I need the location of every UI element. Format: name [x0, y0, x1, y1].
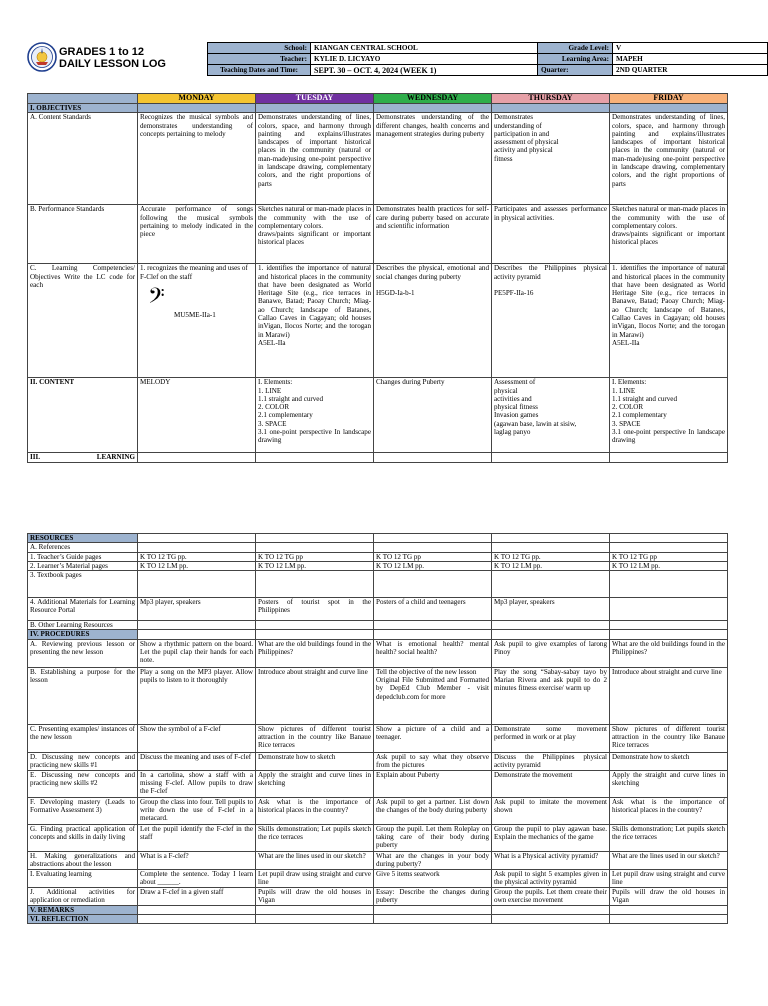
cell-friday: Sketches natural or man-made places in the community with the use of complementary colors. draws/paints significant or important historical places — [610, 205, 728, 264]
cell-monday: Group the class into four. Tell pupils to write down the use of F-clef in a metacard. — [138, 797, 256, 824]
cell-monday: MELODY — [138, 378, 256, 453]
area-value: MAPEH — [613, 54, 768, 65]
dates-value: SEPT. 30 – OCT. 4, 2024 (WEEK 1) — [311, 65, 538, 76]
cell-thursday: K TO 12 TG pp. — [492, 552, 610, 561]
cell-wednesday: Demonstrates health practices for self-care during puberty based on accurate and scientific information — [374, 205, 492, 264]
cell-tuesday: Demonstrate how to sketch — [256, 752, 374, 770]
cell-wednesday: Group the pupil. Let them Roleplay on taking care of their body during puberty — [374, 824, 492, 851]
teachers-guide-row — [28, 552, 728, 561]
cell-monday: Accurate performance of songs following the musical symbols pertaining to melody indicated in the piece — [138, 205, 256, 264]
cell-tuesday: Skills demonstration; Let pupils sketch the rice terraces — [256, 824, 374, 851]
day-thursday: THURSDAY — [492, 94, 610, 104]
row-label: I. Evaluating learning — [28, 869, 138, 887]
row-label: 1. Teacher’s Guide pages — [28, 552, 138, 561]
cell-monday: Draw a F-clef in a given staff — [138, 887, 256, 905]
teacher-label: Teacher: — [208, 54, 311, 65]
cell-monday: Show a rhythmic pattern on the board. Let the pupil clap their hands for each note. — [138, 639, 256, 667]
cell-friday: 1. identifies the importance of natural and historical places in the community that have been designated as World Heritage Site (e.g., rice terraces in Banawe, Batad; Paoay Church; Miag-ao Church; landscape of Batanes, Callao Caves in Cagayan; old houses inVigan, Ilocos Norte; and the torogan in Marawi) A5EL-IIa — [610, 264, 728, 378]
row-label: A. Content Standards — [28, 113, 138, 205]
row-label: A. References — [28, 543, 138, 552]
cell-tuesday: K TO 12 LM pp. — [256, 561, 374, 570]
cell-wednesday: Posters of a child and teenagers — [374, 598, 492, 621]
cell-monday: In a cartolina, show a staff with a missing F-clef. Allow pupils to draw the F-clef — [138, 770, 256, 797]
cell-wednesday: Explain about Puberty — [374, 770, 492, 797]
content-row — [28, 378, 728, 453]
content-standards-row — [28, 113, 728, 205]
cell-friday: Demonstrates understanding of lines, colors, space, and harmony through painting and explains/illustrates landscapes of important historical places in the community (natural or man-made)using one-point perspective in landscape drawing, complementary colors, and the right proportions of parts — [610, 113, 728, 205]
section-reflection: VI. REFLECTION — [28, 915, 138, 924]
row-label: 2. Learner’s Material pages — [28, 561, 138, 570]
row-label: E. Discussing new concepts and practicing new skills #2 — [28, 770, 138, 797]
section-remarks-row — [28, 905, 728, 914]
section-remarks: V. REMARKS — [28, 905, 138, 914]
procedure-row-d — [28, 752, 728, 770]
cell-thursday: Participates and assesses performance in physical activities. — [492, 205, 610, 264]
cell-monday: K TO 12 LM pp. — [138, 561, 256, 570]
cell-thursday: Ask pupil to imitate the movement shown — [492, 797, 610, 824]
section-resources-row — [28, 534, 728, 543]
cell-tuesday: Ask what is the importance of historical places in the country? — [256, 797, 374, 824]
deped-seal-icon — [27, 42, 57, 72]
cell-friday: Let pupil draw using straight and curve line — [610, 869, 728, 887]
form-title — [59, 46, 166, 70]
cell-tuesday: Apply the straight and curve lines in sketching — [256, 770, 374, 797]
cell-friday: I. Elements: 1. LINE 1.1 straight and curved 2. COLOR 2.1 complementary 3. SPACE 3.1 one-point perspective In landscape drawing — [610, 378, 728, 453]
row-label: B. Establishing a purpose for the lesson — [28, 667, 138, 724]
cell-thursday: What is a Physical activity pyramid? — [492, 851, 610, 869]
cell-tuesday: Demonstrates understanding of lines, colors, space, and harmony through painting and explains/illustrates landscapes of important historical places in the community (natural or man-made)using one-point perspective in landscape drawing, complementary colors, and the right proportions of parts — [256, 113, 374, 205]
cell-wednesday: What are the changes in your body during puberty? — [374, 851, 492, 869]
procedure-row-j — [28, 887, 728, 905]
procedures-table — [27, 533, 728, 924]
school-label: School: — [208, 43, 311, 54]
cell-friday: Introduce about straight and curve line — [610, 667, 728, 724]
cell-tuesday: What are the lines used in our sketch? — [256, 851, 374, 869]
cell-thursday: Demonstrate the movement — [492, 770, 610, 797]
row-label: F. Developing mastery (Leads to Formative Assessment 3) — [28, 797, 138, 824]
section-resources: RESOURCES — [28, 534, 138, 543]
cell-thursday: Describes the Philippines physical activity pyramid PE5PF-IIa-16 — [492, 264, 610, 378]
cell-monday: Let the pupil identify the F-clef in the staff — [138, 824, 256, 851]
procedure-row-e — [28, 770, 728, 797]
section-reflection-row — [28, 915, 728, 924]
corner-cell — [28, 94, 138, 104]
cell-monday: Show the symbol of a F-clef — [138, 724, 256, 752]
cell-friday: Show pictures of different tourist attraction in the country like Banaue Rice terraces — [610, 724, 728, 752]
section-procedures: IV. PROCEDURES — [28, 630, 138, 639]
cell-tuesday: I. Elements: 1. LINE 1.1 straight and curved 2. COLOR 2.1 complementary 3. SPACE 3.1 one-point perspective In landscape drawing — [256, 378, 374, 453]
procedure-row-h — [28, 851, 728, 869]
performance-standards-row — [28, 205, 728, 264]
section-learning-text: III. LEARNING — [30, 453, 135, 462]
row-label: C. Learning Competencies/ Objectives Write the LC code for each — [28, 264, 138, 378]
cell-thursday: Ask pupil to give examples of larong Pinoy — [492, 639, 610, 667]
day-tuesday: TUESDAY — [256, 94, 374, 104]
row-label: 4. Additional Materials for Learning Resource Portal — [28, 598, 138, 621]
cell-wednesday: What is emotional health? mental health? social health? — [374, 639, 492, 667]
area-label: Learning Area: — [538, 54, 613, 65]
cell-monday: Discuss the meaning and uses of F-clef — [138, 752, 256, 770]
references-row — [28, 543, 728, 552]
cell-thursday: Demonstrate some movement performed in work or at play — [492, 724, 610, 752]
cell-friday: Pupils will draw the old houses in Vigan — [610, 887, 728, 905]
cell-wednesday: Tell the objective of the new lesson Original File Submitted and Formatted by DepEd Club Member - visit depedclub.com for more — [374, 667, 492, 724]
grade-label: Grade Level: — [538, 43, 613, 54]
cell-tuesday: Let pupil draw using straight and curve line — [256, 869, 374, 887]
cell-monday: What is a F-clef? — [138, 851, 256, 869]
cell-friday: Apply the straight and curve lines in sketching — [610, 770, 728, 797]
cell-friday: Ask what is the importance of historical places in the country? — [610, 797, 728, 824]
teacher-value: KYLIE D. LICYAYO — [311, 54, 538, 65]
cell-tuesday: Show pictures of different tourist attraction in the country like Banaue Rice terraces — [256, 724, 374, 752]
cell-tuesday: Sketches natural or man-made places in the community with the use of complementary colors. draws/paints significant or important historical places — [256, 205, 374, 264]
cell-thursday: Ask pupil to sight 5 examples given in the physical activity pyramid — [492, 869, 610, 887]
row-label: B. Performance Standards — [28, 205, 138, 264]
cell-wednesday: Demonstrates understanding of the different changes, health concerns and management strategies during puberty — [374, 113, 492, 205]
learning-competencies-row — [28, 264, 728, 378]
f-clef-icon: 𝄢 — [148, 283, 165, 314]
textbook-row — [28, 571, 728, 598]
cell-wednesday: Ask pupil to get a partner. List down the changes of the body during puberty — [374, 797, 492, 824]
cell-friday: K TO 12 TG pp — [610, 552, 728, 561]
cell-wednesday: Give 5 items seatwork — [374, 869, 492, 887]
other-resources-row — [28, 621, 728, 630]
day-monday: MONDAY — [138, 94, 256, 104]
cell-wednesday: Ask pupil to say what they observe from the pictures — [374, 752, 492, 770]
cell-monday: Play a song on the MP3 player. Allow pupils to listen to it thoroughly — [138, 667, 256, 724]
cell-friday: K TO 12 LM pp. — [610, 561, 728, 570]
objectives-table — [27, 93, 728, 463]
row-label: B. Other Learning Resources — [28, 621, 138, 630]
cell-wednesday: K TO 12 TG pp — [374, 552, 492, 561]
procedure-row-f — [28, 797, 728, 824]
section-procedures-row — [28, 630, 728, 639]
row-label: D. Discussing new concepts and practicing new skills #1 — [28, 752, 138, 770]
row-label: J. Additional activities for application or remediation — [28, 887, 138, 905]
cell-thursday: Discuss the Philippines physical activity pyramid — [492, 752, 610, 770]
cell-thursday: Demonstrates understanding of participation in and assessment of physical activity and physical fitness — [492, 113, 610, 205]
cell-tuesday: Posters of tourist spot in the Philippines — [256, 598, 374, 621]
cell-tuesday: Introduce about straight and curve line — [256, 667, 374, 724]
cell-monday — [138, 264, 256, 378]
grade-value: V — [613, 43, 768, 54]
procedure-row-b — [28, 667, 728, 724]
cell-monday: K TO 12 TG pp. — [138, 552, 256, 561]
cell-thursday: Group the pupils. Let them create their own exercise movement — [492, 887, 610, 905]
cell-monday: Recognizes the musical symbols and demonstrates understanding of concepts pertaining to melody — [138, 113, 256, 205]
cell-wednesday: K TO 12 LM pp. — [374, 561, 492, 570]
day-header-row — [28, 94, 728, 104]
section-objectives-row — [28, 104, 728, 113]
additional-materials-row — [28, 598, 728, 621]
learners-material-row — [28, 561, 728, 570]
header — [27, 42, 768, 82]
section-content: II. CONTENT — [28, 378, 138, 453]
procedure-row-i — [28, 869, 728, 887]
procedure-row-a — [28, 639, 728, 667]
cell-thursday: Play the song “Sabay-sabay tayo by Marian Rivera and ask pupil to do 2 minutes fitness exercise/ warm up — [492, 667, 610, 724]
header-info-table — [207, 42, 768, 76]
row-label: H. Making generalizations and abstractions about the lesson — [28, 851, 138, 869]
school-value: KIANGAN CENTRAL SCHOOL — [311, 43, 538, 54]
cell-tuesday: What are the old buildings found in the Philippines? — [256, 639, 374, 667]
cell-monday: Complete the sentence. Today I learn about ______. — [138, 869, 256, 887]
procedure-row-c — [28, 724, 728, 752]
quarter-value: 2ND QUARTER — [613, 65, 768, 76]
procedure-row-g — [28, 824, 728, 851]
competency-code: MU5ME-IIa-1 — [174, 310, 216, 319]
cell-friday — [610, 598, 728, 621]
cell-wednesday: Describes the physical, emotional and social changes during puberty H5GD-Ia-b-1 — [374, 264, 492, 378]
row-label: A. Reviewing previous lesson or presenting the new lesson — [28, 639, 138, 667]
section-objectives: I. OBJECTIVES — [28, 104, 138, 113]
cell-monday: Mp3 player, speakers — [138, 598, 256, 621]
section-learning-resources — [28, 453, 138, 462]
cell-thursday: Group the pupil to play agawan base. Explain the mechanics of the game — [492, 824, 610, 851]
form-title-line1: GRADES 1 to 12 — [59, 46, 144, 58]
dates-label: Teaching Dates and Time: — [208, 65, 311, 76]
cell-thursday: Mp3 player, speakers — [492, 598, 610, 621]
cell-friday: What are the old buildings found in the Philippines? — [610, 639, 728, 667]
cell-wednesday: Show a picture of a child and a teenager. — [374, 724, 492, 752]
cell-thursday: Assessment of physical activities and physical fitness Invasion games (agawan base, lawin at sisiw, laglag panyo — [492, 378, 610, 453]
section-learning-row — [28, 453, 728, 462]
day-friday: FRIDAY — [610, 94, 728, 104]
form-title-line2: DAILY LESSON LOG — [59, 58, 166, 70]
quarter-label: Quarter: — [538, 65, 613, 76]
cell-thursday: K TO 12 LM pp. — [492, 561, 610, 570]
cell-wednesday: Changes during Puberty — [374, 378, 492, 453]
row-label: 3. Textbook pages — [28, 571, 138, 598]
cell-friday: Demonstrate how to sketch — [610, 752, 728, 770]
cell-tuesday: 1. identifies the importance of natural and historical places in the community that have been designated as World Heritage Site (e.g., rice terraces in Banawe, Batad; Paoay Church; Miag-ao Church; landscape of Batanes, Callao Caves in Cagayan; old houses inVigan, Ilocos Norte; and the torogan in Marawi) A5EL-IIa — [256, 264, 374, 378]
cell-friday: Skills demonstration; Let pupils sketch the rice terraces — [610, 824, 728, 851]
cell-wednesday: Essay: Describe the changes during puberty — [374, 887, 492, 905]
competency-text: 1. recognizes the meaning and uses of F-Clef on the staff — [140, 264, 248, 281]
row-label: G. Finding practical application of concepts and skills in daily living — [28, 824, 138, 851]
day-wednesday: WEDNESDAY — [374, 94, 492, 104]
cell-tuesday: K TO 12 TG pp — [256, 552, 374, 561]
cell-tuesday: Pupils will draw the old houses in Vigan — [256, 887, 374, 905]
row-label: C. Presenting examples/ instances of the new lesson — [28, 724, 138, 752]
cell-friday: What are the lines used in our sketch? — [610, 851, 728, 869]
